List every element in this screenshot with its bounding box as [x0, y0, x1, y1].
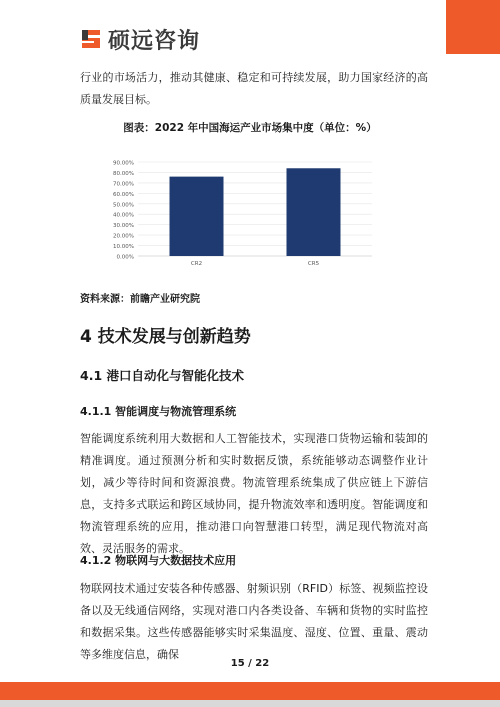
item-heading-2: 4.1.2 物联网与大数据技术应用 — [80, 554, 237, 567]
y-tick-label: 50.00% — [113, 202, 134, 209]
bar — [170, 177, 224, 256]
item-heading-1: 4.1.1 智能调度与物流管理系统 — [80, 405, 237, 418]
y-tick-label: 10.00% — [113, 244, 134, 251]
logo-mark-icon — [80, 28, 102, 50]
section-heading: 4 技术发展与创新趋势 — [80, 327, 251, 347]
page-header — [0, 0, 500, 60]
y-tick-label: 0.00% — [116, 254, 134, 261]
brand-name: 硕远咨询 — [108, 28, 201, 54]
source-note: 资料来源：前瞻产业研究院 — [80, 294, 200, 305]
intro-paragraph: 行业的市场活力，推动其健康、稳定和可持续发展，助力国家经济的高质量发展目标。 — [80, 71, 428, 106]
x-tick-label: CR5 — [307, 261, 320, 267]
item-body-2: 物联网技术通过安装各种传感器、射频识别（RFID）标签、视频监控设备以及无线通信网络，实现对港口内各类设备、车辆和货物的实时监控和数据采集。这些传感器能够实时采集温度、湿度、位置、重量、震动等多维度信息，确保 — [80, 582, 428, 661]
y-tick-label: 30.00% — [113, 223, 134, 230]
chart-title: 图表：2022 年中国海运产业市场集中度（单位：%） — [123, 122, 377, 134]
page-number: 15 / 22 — [230, 658, 270, 669]
y-tick-label: 90.00% — [113, 160, 134, 167]
y-tick-label: 80.00% — [113, 170, 134, 177]
brand-logo — [80, 26, 200, 52]
y-tick-label: 20.00% — [113, 233, 134, 240]
header-accent-block — [446, 0, 500, 54]
bar — [287, 168, 341, 256]
bar-chart — [0, 150, 500, 290]
subsection-heading: 4.1 港口自动化与智能化技术 — [80, 368, 244, 383]
x-tick-label: CR2 — [190, 261, 203, 267]
y-tick-label: 70.00% — [113, 181, 134, 188]
y-tick-label: 60.00% — [113, 191, 134, 198]
y-tick-label: 40.00% — [113, 212, 134, 219]
item-body-1: 智能调度系统利用大数据和人工智能技术，实现港口货物运输和装卸的精准调度。通过预测分析和实时数据反馈，系统能够动态调整作业计划，减少等待时间和资源浪费。物流管理系统集成了供应链上下游信息，支持多式联运和跨区域协同，提升物流效率和透明度。智能调度和物流管理系统的应用，推动港口向智慧港口转型，满足现代物流对高效、灵活服务的需求。 — [80, 432, 428, 555]
footer-bar — [0, 682, 500, 700]
footer-line — [0, 700, 500, 707]
